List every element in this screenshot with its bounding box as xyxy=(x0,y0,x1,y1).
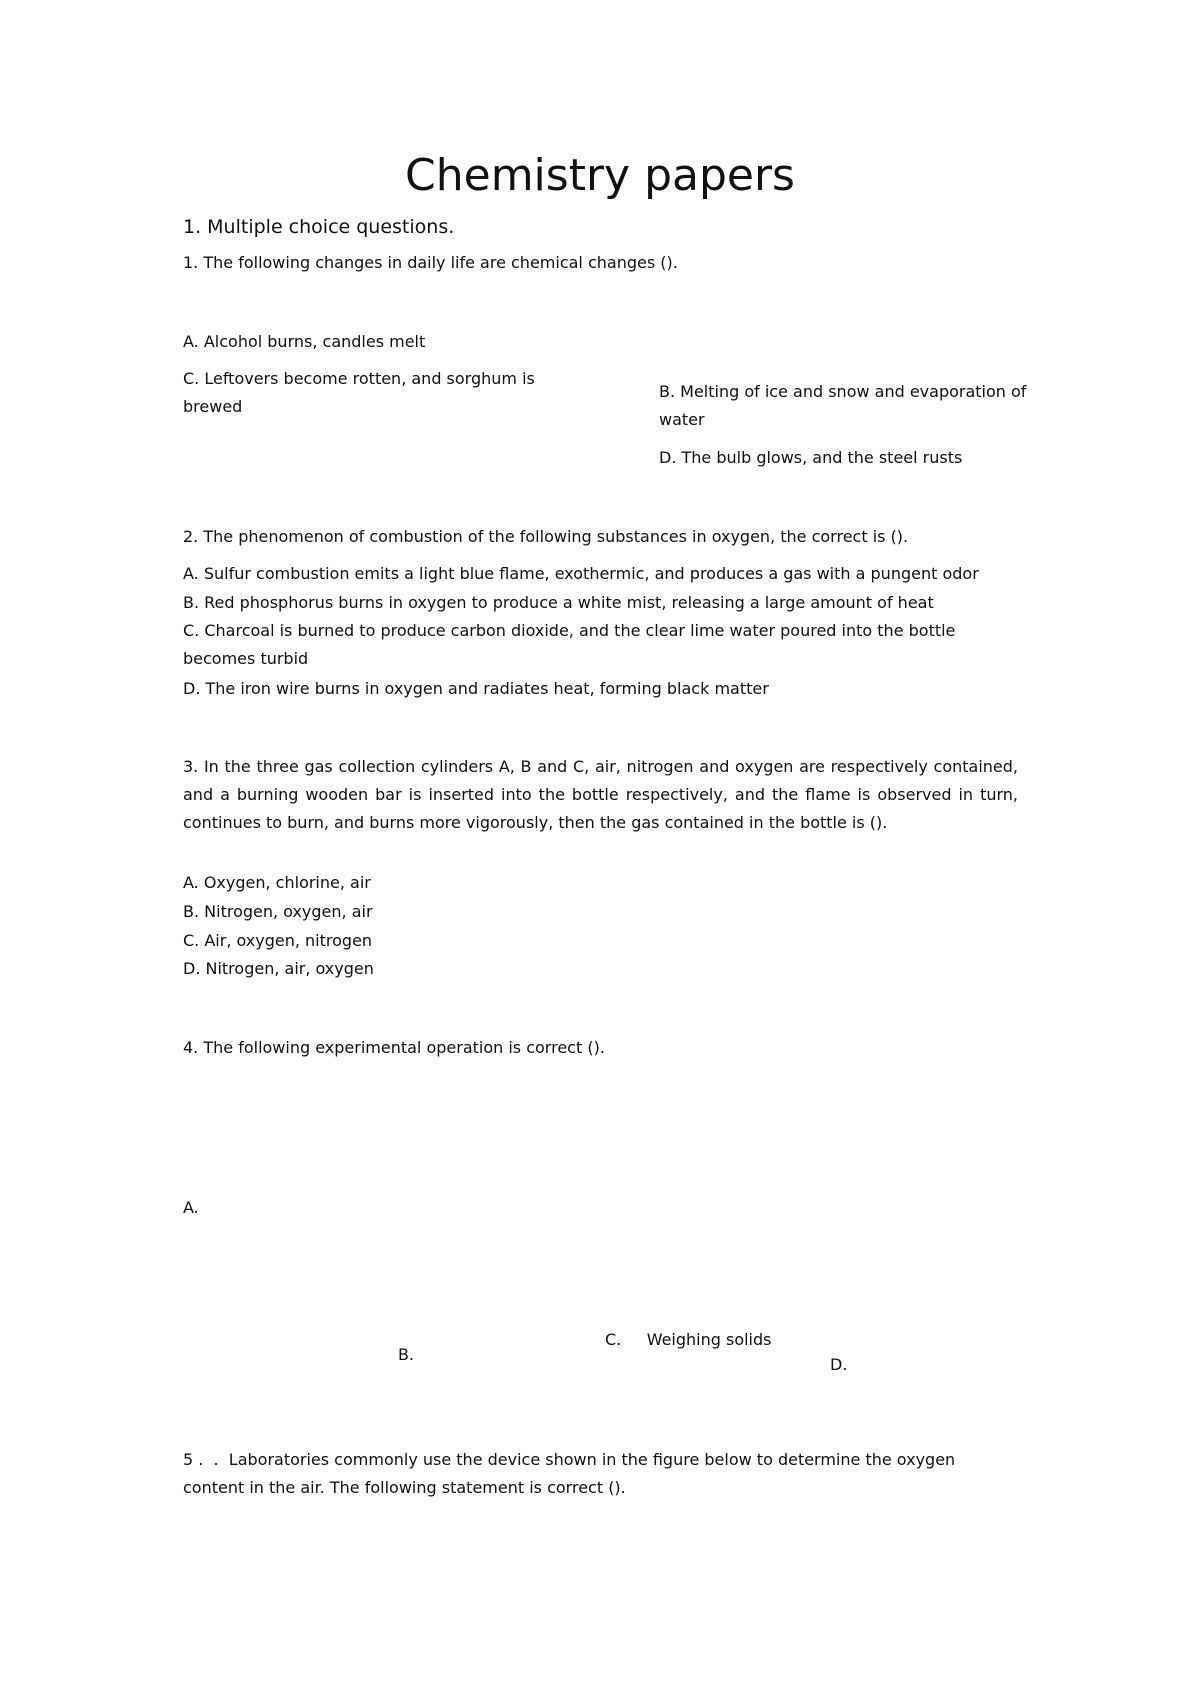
question-4-option-d: D. xyxy=(830,1355,848,1374)
question-3-option-c: C. Air, oxygen, nitrogen xyxy=(183,931,373,950)
question-2: 2. The phenomenon of combustion of the following substances in oxygen, the correct is (). xyxy=(183,527,909,546)
question-3-option-b: B. Nitrogen, oxygen, air xyxy=(183,902,373,921)
question-3: 3. In the three gas collection cylinders A, B and C, air, nitrogen and oxygen are respectively contained, and a burning wooden bar is inserted into the bottle respectively, and the flame is observed in turn, continues to burn, and burns more vigorously, then the gas contained in the bottle is (). xyxy=(183,757,1018,832)
question-3-option-a: A. Oxygen, chlorine, air xyxy=(183,873,371,892)
question-2-option-d: D. The iron wire burns in oxygen and radiates heat, forming black matter xyxy=(183,679,769,698)
question-4-option-b: B. xyxy=(398,1345,415,1364)
question-2-option-c: C. Charcoal is burned to produce carbon dioxide, and the clear lime water poured into the bottle becomes turbid xyxy=(183,621,956,668)
question-5: 5 . . Laboratories commonly use the device shown in the figure below to determine the oxygen content in the air. The following statement is correct (). xyxy=(183,1450,956,1497)
question-1-option-a: A. Alcohol burns, candles melt xyxy=(183,332,426,351)
question-1-option-d: D. The bulb glows, and the steel rusts xyxy=(659,448,963,467)
section-heading: 1. Multiple choice questions. xyxy=(183,216,455,238)
page-title: Chemistry papers xyxy=(405,150,795,201)
question-3-option-d: D. Nitrogen, air, oxygen xyxy=(183,959,374,978)
question-4: 4. The following experimental operation is correct (). xyxy=(183,1038,605,1057)
question-4-option-c: C. Weighing solids xyxy=(605,1330,772,1349)
question-1: 1. The following changes in daily life are chemical changes (). xyxy=(183,253,678,272)
question-1-option-b: B. Melting of ice and snow and evaporation of water xyxy=(659,382,1027,429)
question-2-option-b: B. Red phosphorus burns in oxygen to produce a white mist, releasing a large amount of heat xyxy=(183,593,934,612)
question-2-option-a: A. Sulfur combustion emits a light blue flame, exothermic, and produces a gas with a pungent odor xyxy=(183,564,979,583)
question-4-option-a: A. xyxy=(183,1198,199,1217)
question-1-option-c: C. Leftovers become rotten, and sorghum is brewed xyxy=(183,369,535,416)
